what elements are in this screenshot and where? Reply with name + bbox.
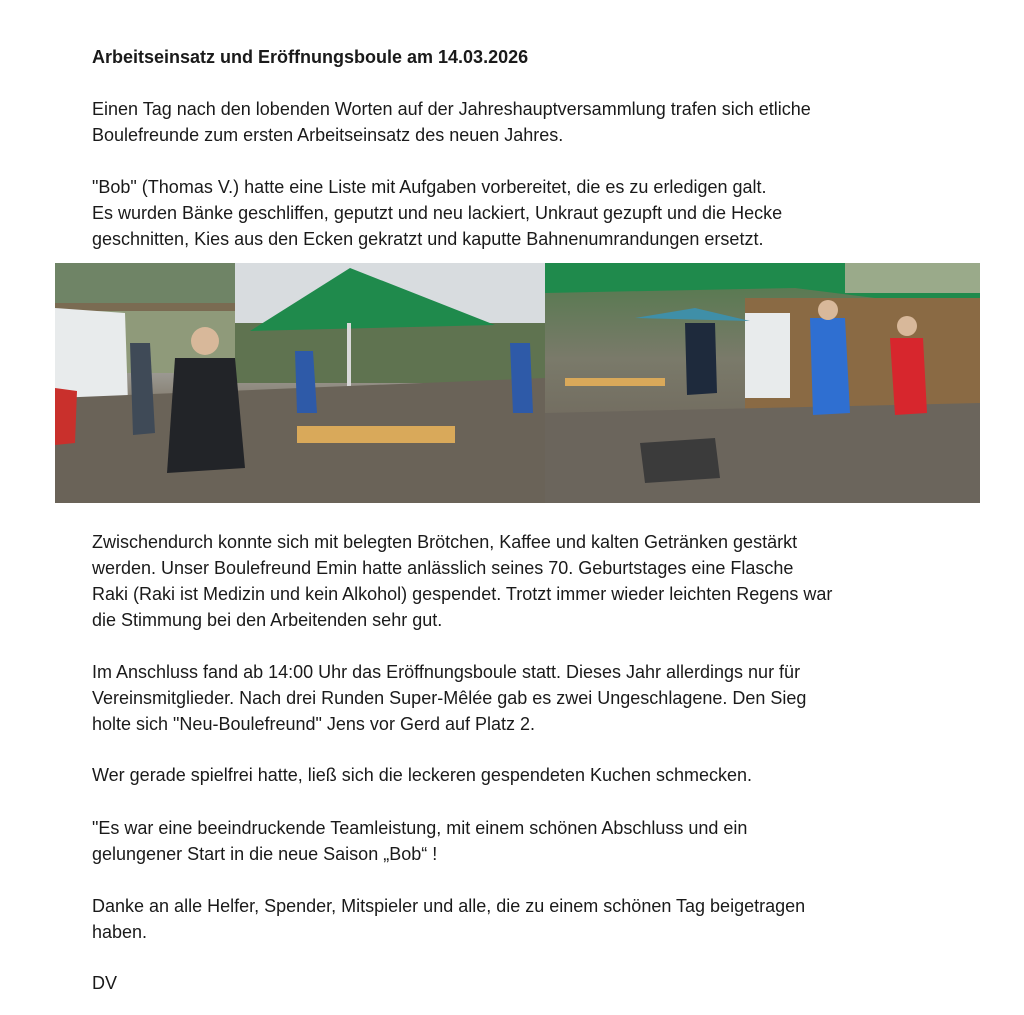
paragraph-tournament (92, 659, 806, 737)
text-line: Zwischendurch konnte sich mit belegten Brötchen, Kaffee und kalten Getränken gestärkt (92, 532, 798, 552)
paragraph-refreshments (92, 529, 832, 633)
photo-work-party (55, 263, 545, 503)
text-line: geschnitten, Kies aus den Ecken gekratzt und kaputte Bahnenumrandungen ersetzt. (92, 229, 764, 249)
text-line: gelungener Start in die neue Saison „Bob“ ! (92, 844, 438, 864)
text-line: die Stimmung bei den Arbeitenden sehr gut. (92, 610, 443, 630)
text-line: Boulefreunde zum ersten Arbeitseinsatz des neuen Jahres. (92, 125, 564, 145)
text-line: Danke an alle Helfer, Spender, Mitspieler und alle, die zu einem schönen Tag beigetragen (92, 896, 806, 916)
text-line: Es wurden Bänke geschliffen, geputzt und neu lackiert, Unkraut gezupft und die Hecke (92, 203, 783, 223)
text-line: Vereinsmitglieder. Nach drei Runden Super-Mêlée gab es zwei Ungeschlagene. Den Sieg (92, 688, 807, 708)
text-line: Einen Tag nach den lobenden Worten auf der Jahreshauptversammlung trafen sich etliche (92, 99, 811, 119)
text-line: werden. Unser Boulefreund Emin hatte anlässlich seines 70. Geburtstages eine Flasche (92, 558, 794, 578)
text-line: Im Anschluss fand ab 14:00 Uhr das Eröffnungsboule statt. Dieses Jahr allerdings nur für (92, 662, 801, 682)
paragraph-thanks (92, 893, 805, 945)
paragraph-intro (92, 96, 811, 148)
text-line: DV (92, 973, 118, 993)
text-line: "Es war eine beeindruckende Teamleistung, mit einem schönen Abschluss und ein (92, 818, 748, 838)
document-title: Arbeitseinsatz und Eröffnungsboule am 14.03.2026 (92, 47, 529, 67)
photo-strip (55, 263, 980, 503)
paragraph-cake (92, 762, 752, 788)
text-line: Raki (Raki ist Medizin und kein Alkohol) gespendet. Trotzt immer wieder leichten Regens war (92, 584, 833, 604)
text-line: holte sich "Neu-Boulefreund" Jens vor Gerd auf Platz 2. (92, 714, 536, 734)
text-line: Wer gerade spielfrei hatte, ließ sich die leckeren gespendeten Kuchen schmecken. (92, 765, 753, 785)
text-line: "Bob" (Thomas V.) hatte eine Liste mit Aufgaben vorbereitet, die es zu erledigen galt. (92, 177, 767, 197)
paragraph-quote (92, 815, 747, 867)
photo-refreshment-area (545, 263, 980, 503)
signature (92, 970, 117, 996)
text-line: haben. (92, 922, 148, 942)
paragraph-tasks (92, 174, 782, 252)
